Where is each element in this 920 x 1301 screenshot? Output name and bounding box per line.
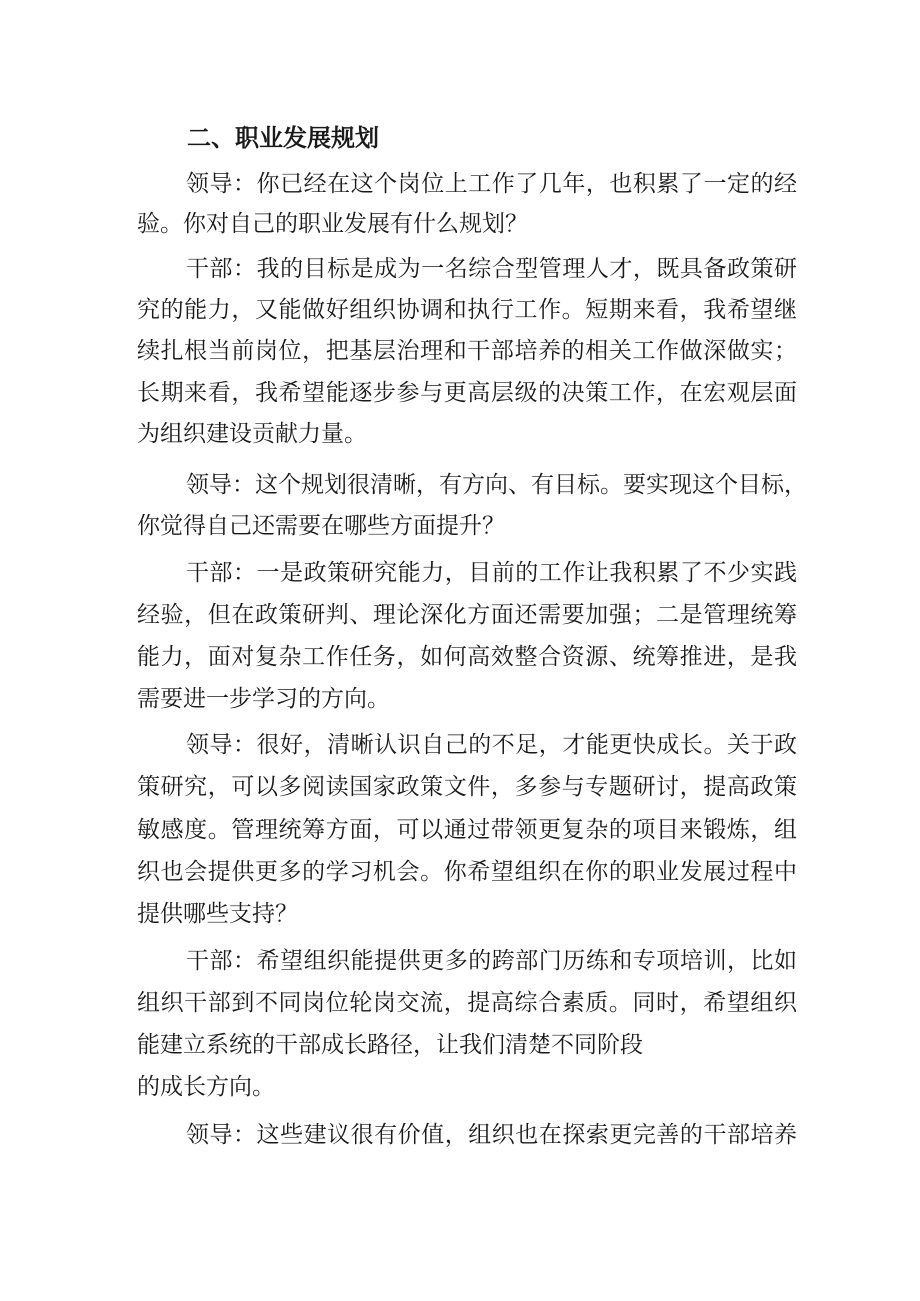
text-line: 干部：我的目标是成为一名综合型管理人才，既具备政策研 [186,256,797,282]
text-line: 领导：这个规划很清晰，有方向、有目标。要实现这个目标， [186,472,807,498]
text-line: 究的能力，又能做好组织协调和执行工作。短期来看，我希望继 [137,297,797,323]
text-line: 提供哪些支持？ [137,901,298,927]
text-line: 续扎根当前岗位，把基层治理和干部培养的相关工作做深做实； [137,338,797,364]
text-line: 织也会提供更多的学习机会。你希望组织在你的职业发展过程中 [137,859,797,885]
text-line: 领导：你已经在这个岗位上工作了几年，也积累了一定的经 [186,171,797,197]
text-line: 验。你对自己的职业发展有什么规划？ [137,211,528,237]
text-line: 经验，但在政策研判、理论深化方面还需要加强；二是管理统筹 [137,602,797,628]
text-line: 干部：希望组织能提供更多的跨部门历练和专项培训，比如 [186,948,797,974]
text-line: 能力，面对复杂工作任务，如何高效整合资源、统筹推进，是我 [137,644,797,670]
text-line: 组织干部到不同岗位轮岗交流，提高综合素质。同时，希望组织 [137,990,797,1016]
text-line: 敏感度。管理统筹方面，可以通过带领更复杂的项目来锻炼，组 [137,817,797,843]
text-line: 策研究，可以多阅读国家政策文件，多参与专题研讨，提高政策 [137,774,797,800]
text-line: 能建立系统的干部成长路径，让我们清楚不同阶段 [137,1032,643,1058]
text-line: 干部：一是政策研究能力，目前的工作让我积累了不少实践 [186,560,797,586]
text-line: 你觉得自己还需要在哪些方面提升？ [137,513,505,539]
text-line: 领导：很好，清晰认识自己的不足，才能更快成长。关于政 [186,732,797,758]
text-line: 领导：这些建议很有价值，组织也在探索更完善的干部培养 [186,1122,797,1148]
text-line: 为组织建设贡献力量。 [137,421,367,447]
text-line: 需要进一步学习的方向。 [137,686,390,712]
section-heading: 二、职业发展规划 [187,124,379,152]
text-line: 长期来看，我希望能逐步参与更高层级的决策工作，在宏观层面 [137,380,797,406]
text-line: 的成长方向。 [137,1074,275,1100]
